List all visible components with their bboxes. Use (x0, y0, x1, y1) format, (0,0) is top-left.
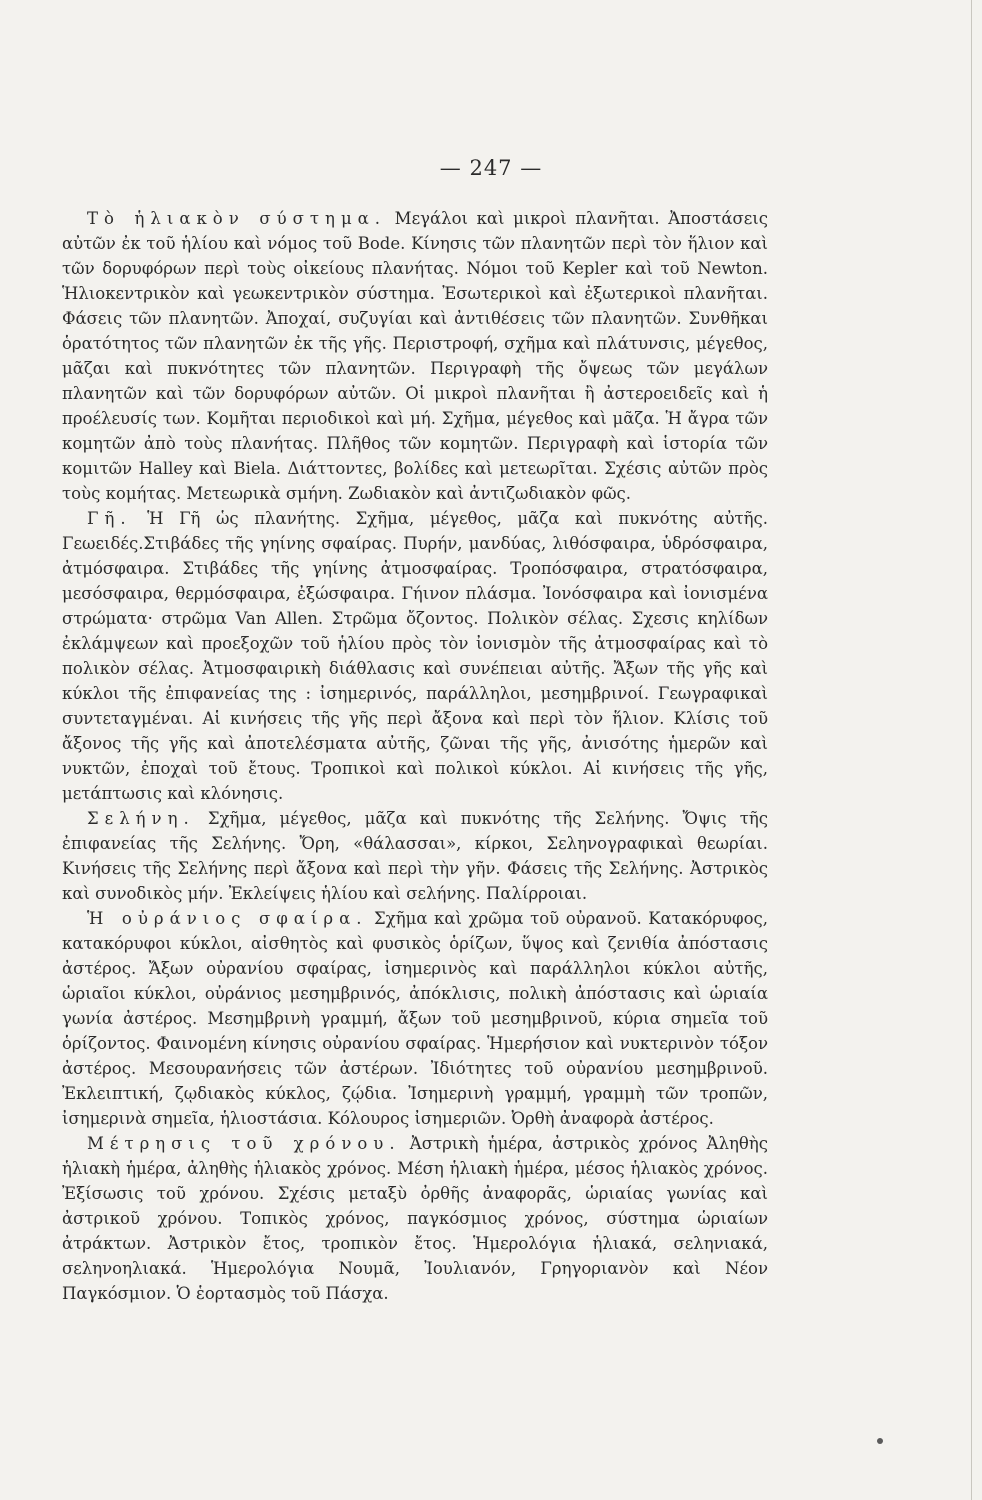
paragraph-solar-system (62, 206, 768, 506)
paragraph-moon (62, 806, 768, 906)
ink-spot-mark (877, 1438, 883, 1444)
section-heading: Γῆ. (87, 509, 132, 528)
section-heading: Ἡ οὐράνιος σφαίρα. (87, 909, 368, 928)
section-heading: Τὸ ἡλιακὸν σύστημα. (87, 209, 387, 228)
page-edge-line (971, 0, 972, 1500)
paragraph-earth (62, 506, 768, 806)
paragraph-text: Ἡ Γῆ ὡς πλανήτης. Σχῆμα, μέγεθος, μᾶζα καὶ πυκνότης αὐτῆς. Γεωειδές.Στιβάδες τῆς γηίνης σφαίρας. Πυρήν, μανδύας, λιθόσφαιρα, ὑδρόσφαιρα, ἀτμόσφαιρα. Στιβάδες τῆς γηίνης ἀτμοσφαίρας. Τροπόσφαιρα, στρατόσφαιρα, μεσόσφαιρα, θερμόσφαιρα, ἐξώσφαιρα. Γήινον πλάσμα. Ἰονόσφαιρα καὶ ἰονισμένα στρώματα· στρῶμα Van Allen. Στρῶμα ὄζοντος. Πολικὸν σέλας. Σχεσις κηλίδων ἐκλάμψεων καὶ προεξοχῶν τοῦ ἡλίου πρὸς τὸν ἰονισμὸν τῆς ἀτμοσφαίρας καὶ τὸ πολικὸν σέλας. Ἀτμοσφαιρικὴ διάθλασις καὶ συνέπειαι αὐτῆς. Ἄξων τῆς γῆς καὶ κύκλοι τῆς ἐπιφανείας της : ἰσημερινός, παράλληλοι, μεσημβρινοί. Γεωγραφικαὶ συντεταγμέναι. Αἱ κινήσεις τῆς γῆς περὶ ἄξονα καὶ περὶ τὸν ἥλιον. Κλίσις τοῦ ἄξονος τῆς γῆς καὶ ἀποτελέσματα αὐτῆς, ζῶναι τῆς γῆς, ἀνισότης ἡμερῶν καὶ νυκτῶν, ἐποχαὶ τοῦ ἔτους. Τροπικοὶ καὶ πολικοὶ κύκλοι. Αἱ κινήσεις τῆς γῆς, μετάπτωσις καὶ κλόνησις. (62, 509, 768, 803)
paragraph-text: Σχῆμα καὶ χρῶμα τοῦ οὐρανοῦ. Κατακόρυφος, κατακόρυφοι κύκλοι, αἰσθητὸς καὶ φυσικὸς ὁρίζων, ὕψος καὶ ζενιθία ἀπόστασις ἀστέρος. Ἄξων οὐρανίου σφαίρας, ἰσημερινὸς καὶ παράλληλοι κύκλοι αὐτῆς, ὡριαῖοι κύκλοι, οὐράνιος μεσημβρινός, ἀπόκλισις, πολικὴ ἀπόστασις καὶ ὡριαία γωνία ἀστέρος. Μεσημβρινὴ γραμμή, ἄξων τοῦ μεσημβρινοῦ, κύρια σημεῖα τοῦ ὁρίζοντος. Φαινομένη κίνησις οὐρανίου σφαίρας. Ἡμερήσιον καὶ νυκτερινὸν τόξον ἀστέρος. Μεσουρανήσεις τῶν ἀστέρων. Ἰδιότητες τοῦ οὐρανίου μεσημβρινοῦ. Ἐκλειπτική, ζῳδιακὸς κύκλος, ζῴδια. Ἰσημερινὴ γραμμή, γραμμὴ τῶν τροπῶν, ἰσημερινὰ σημεῖα, ἡλιοστάσια. Κόλουρος ἰσημεριῶν. Ὀρθὴ ἀναφορὰ ἀστέρος. (62, 909, 769, 1128)
paragraph-text: Μεγάλοι καὶ μικροὶ πλανῆται. Ἀποστάσεις αὐτῶν ἐκ τοῦ ἡλίου καὶ νόμος τοῦ Bode. Κίνησις τῶν πλανητῶν περὶ τὸν ἥλιον καὶ τῶν δορυφόρων περὶ τοὺς οἰκείους πλανήτας. Νόμοι τοῦ Kepler καὶ τοῦ Newton. Ἡλιοκεντρικὸν καὶ γεωκεντρικὸν σύστημα. Ἐσωτερικοὶ καὶ ἐξωτερικοὶ πλανῆται. Φάσεις τῶν πλανητῶν. Ἀποχαί, συζυγίαι καὶ ἀντιθέσεις τῶν πλανητῶν. Συνθῆκαι ὁρατότητος τῶν πλανητῶν ἐκ τῆς γῆς. Περιστροφή, σχῆμα καὶ πλάτυνσις, μέγεθος, μᾶζαι καὶ πυκνότητες τῶν πλανητῶν. Περιγραφὴ τῆς ὄψεως τῶν μεγάλων πλανητῶν καὶ τῶν δορυφόρων αὐτῶν. Οἱ μικροὶ πλανῆται ἢ ἀστεροειδεῖς καὶ ἡ προέλευσίς των. Κομῆται περιοδικοὶ καὶ μή. Σχῆμα, μέγεθος καὶ μᾶζα. Ἡ ἄγρα τῶν κομητῶν ἀπὸ τοὺς πλανήτας. Πλῆθος τῶν κομητῶν. Περιγραφὴ καὶ ἱστορία τῶν κομιτῶν Halley καὶ Biela. Διάττοντες, βολίδες καὶ μετεωρῖται. Σχέσις αὐτῶν πρὸς τοὺς κομήτας. Μετεωρικὰ σμήνη. Ζωδιακὸν καὶ ἀντιζωδιακὸν φῶς. (62, 209, 769, 503)
paragraph-text: Σχῆμα, μέγεθος, μᾶζα καὶ πυκνότης τῆς Σελήνης. Ὄψις τῆς ἐπιφανείας τῆς Σελήνης. Ὄρη, «θάλασσαι», κίρκοι, Σεληνογραφικαὶ θεωρίαι. Κινήσεις τῆς Σελήνης περὶ ἄξονα καὶ περὶ τὴν γῆν. Φάσεις τῆς Σελήνης. Ἀστρικὸς καὶ συνοδικὸς μήν. Ἐκλείψεις ἡλίου καὶ σελήνης. Παλίρροιαι. (62, 809, 769, 903)
paragraph-celestial-sphere (62, 906, 768, 1131)
section-heading: Σελήνη. (87, 809, 195, 828)
section-heading: Μέτρησις τοῦ χρόνου. (87, 1134, 401, 1153)
page-number: — 247 — (439, 156, 543, 180)
paragraph-time-measurement (62, 1131, 768, 1306)
paragraph-text: Ἀστρικὴ ἡμέρα, ἀστρικὸς χρόνος Ἀληθὴς ἡλιακὴ ἡμέρα, ἀληθὴς ἡλιακὸς χρόνος. Μέση ἡλιακὴ ἡμέρα, μέσος ἡλιακὸς χρόνος. Ἐξίσωσις τοῦ χρόνου. Σχέσις μεταξὺ ὀρθῆς ἀναφορᾶς, ὡριαίας γωνίας καὶ ἀστρικοῦ χρόνου. Τοπικὸς χρόνος, παγκόσμιος χρόνος, σύστημα ὡριαίων ἀτράκτων. Ἀστρικὸν ἔτος, τροπικὸν ἔτος. Ἡμερολόγια ἡλιακά, σεληνιακά, σεληνοηλιακά. Ἡμερολόγια Νουμᾶ, Ἰουλιανόν, Γρηγοριανὸν καὶ Νέον Παγκόσμιον. Ὁ ἑορτασμὸς τοῦ Πάσχα. (62, 1134, 768, 1303)
body-text (62, 206, 768, 1306)
